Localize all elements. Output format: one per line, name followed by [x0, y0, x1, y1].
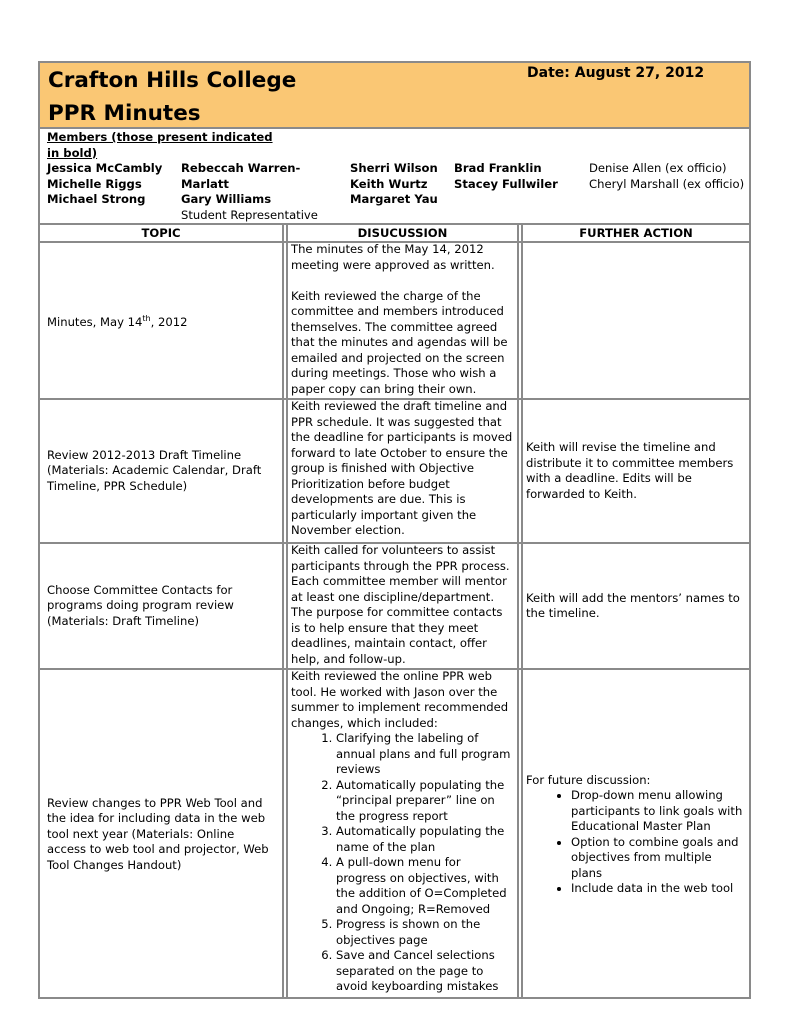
- action-block: [526, 773, 745, 897]
- discussion-paragraph: The minutes of the May 14, 2012 meeting were approved as written.: [291, 242, 495, 272]
- topic-text-part: , 2012: [150, 314, 188, 329]
- member-name: Denise Allen (ex officio): [589, 161, 727, 175]
- college-title: Crafton Hills College: [48, 68, 297, 93]
- list-item: 3. Automatically populating the name of the plan: [336, 824, 513, 855]
- member-name: Rebeccah Warren-: [181, 161, 301, 175]
- list-item: • Drop-down menu allowing participants to link goals with Educational Master Plan: [571, 788, 745, 835]
- member-name: Cheryl Marshall (ex officio): [589, 176, 745, 191]
- members-col-4: [454, 161, 558, 192]
- member-name: Michael Strong: [47, 192, 146, 206]
- table-row-topic: [40, 670, 282, 999]
- topic-text: Review changes to PPR Web Tool and the idea for including data in the web tool next year (Materials: Online access to web tool and projector, Web Tool Changes Handout): [47, 795, 269, 872]
- discussion-paragraph: Keith reviewed the draft timeline and PPR schedule. It was suggested that the deadline for participants is moved forward to late October to ensure the group is finished with Objective Prioritization before budget developments are due. This is particularly important given the November election.: [291, 399, 513, 537]
- discussion-paragraph: Keith called for volunteers to assist participants through the PPR process. Each committee member will mentor at least one discipline/department. The purpose for committee contacts is to help ensure that they meet deadlines, maintain contact, offer help, and follow-up.: [291, 543, 510, 666]
- minutes-document: [38, 61, 751, 999]
- table-row-discussion: [288, 242, 517, 397]
- table-row-topic: [40, 400, 282, 542]
- topic-text: Review 2012-2013 Draft Timeline (Materials: Academic Calendar, Draft Timeline, PPR Schedule): [47, 447, 262, 493]
- action-text: Keith will revise the timeline and distribute it to committee members with a deadline. Edits will be forwarded to Keith.: [526, 440, 734, 501]
- member-name: Margaret Yau: [350, 192, 438, 206]
- table-row-topic: [40, 243, 282, 398]
- document-title: PPR Minutes: [48, 101, 201, 126]
- list-item: 4. A pull-down menu for progress on objectives, with the addition of O=Completed and Ongoing; R=Removed: [336, 855, 513, 917]
- table-row-action: [523, 670, 749, 999]
- table-row-discussion: [288, 543, 517, 667]
- discussion-paragraph: Keith reviewed the online PPR web tool. He worked with Jason over the summer to implement recommended changes, which included:: [291, 669, 509, 730]
- member-name: Jessica McCambly: [47, 161, 163, 175]
- action-column-header: FURTHER ACTION: [579, 226, 693, 240]
- action-text: Keith will add the mentors’ names to the timeline.: [526, 590, 740, 620]
- topic-column-header: TOPIC: [141, 226, 181, 240]
- topic-text: Choose Committee Contacts for programs doing program review (Materials: Draft Timeline): [47, 582, 234, 628]
- list-item: 1. Clarifying the labeling of annual plans and full program reviews: [336, 731, 513, 778]
- member-name: Michelle Riggs: [47, 176, 142, 191]
- discussion-column-header: DISUCUSSION: [357, 226, 448, 240]
- table-row-topic: [40, 544, 282, 668]
- discussion-paragraph: Keith reviewed the charge of the committee and members introduced themselves. The committee agreed that the minutes and agendas will be emailed and projected on the screen during meetings. Those who wish a paper copy can bring their own.: [291, 288, 508, 396]
- header-band: [40, 63, 749, 129]
- table-row-discussion: [288, 669, 517, 995]
- table-row-action: [523, 400, 749, 542]
- list-item: 2. Automatically populating the “principal preparer” line on the progress report: [336, 778, 513, 825]
- members-col-1: [47, 161, 162, 208]
- meeting-date: Date: August 27, 2012: [527, 65, 705, 81]
- topic-superscript: th: [142, 313, 151, 323]
- future-discussion-list: [526, 788, 745, 897]
- topic-text: [47, 311, 188, 330]
- table-row-discussion: [288, 399, 517, 539]
- members-col-2: [181, 161, 318, 223]
- members-col-5: [589, 161, 744, 192]
- topic-text-part: Minutes, May 14: [47, 314, 143, 329]
- column-divider: [517, 225, 519, 997]
- column-divider: [282, 225, 284, 997]
- action-text: For future discussion:: [526, 772, 651, 787]
- member-name: Marlatt: [181, 176, 229, 191]
- list-item: • Option to combine goals and objectives from multiple plans: [571, 835, 745, 882]
- member-role: Student Representative: [181, 207, 318, 222]
- list-item: 5. Progress is shown on the objectives page: [336, 917, 513, 948]
- member-name: Sherri Wilson: [350, 161, 438, 175]
- list-item: • Include data in the web tool: [571, 881, 745, 897]
- member-name: Gary Williams: [181, 192, 272, 206]
- list-item: 6. Save and Cancel selections separated on the page to avoid keyboarding mistakes: [336, 948, 513, 995]
- changes-list: [291, 731, 513, 995]
- members-heading: [47, 130, 273, 161]
- members-col-3: [350, 161, 438, 208]
- member-name: Stacey Fullwiler: [454, 176, 558, 191]
- member-name: Keith Wurtz: [350, 176, 428, 191]
- member-name: Brad Franklin: [454, 161, 542, 175]
- members-heading-line: Members (those present indicated: [47, 130, 273, 144]
- table-row-action: [523, 544, 749, 668]
- members-heading-line: in bold): [47, 145, 98, 160]
- members-section: [40, 129, 749, 225]
